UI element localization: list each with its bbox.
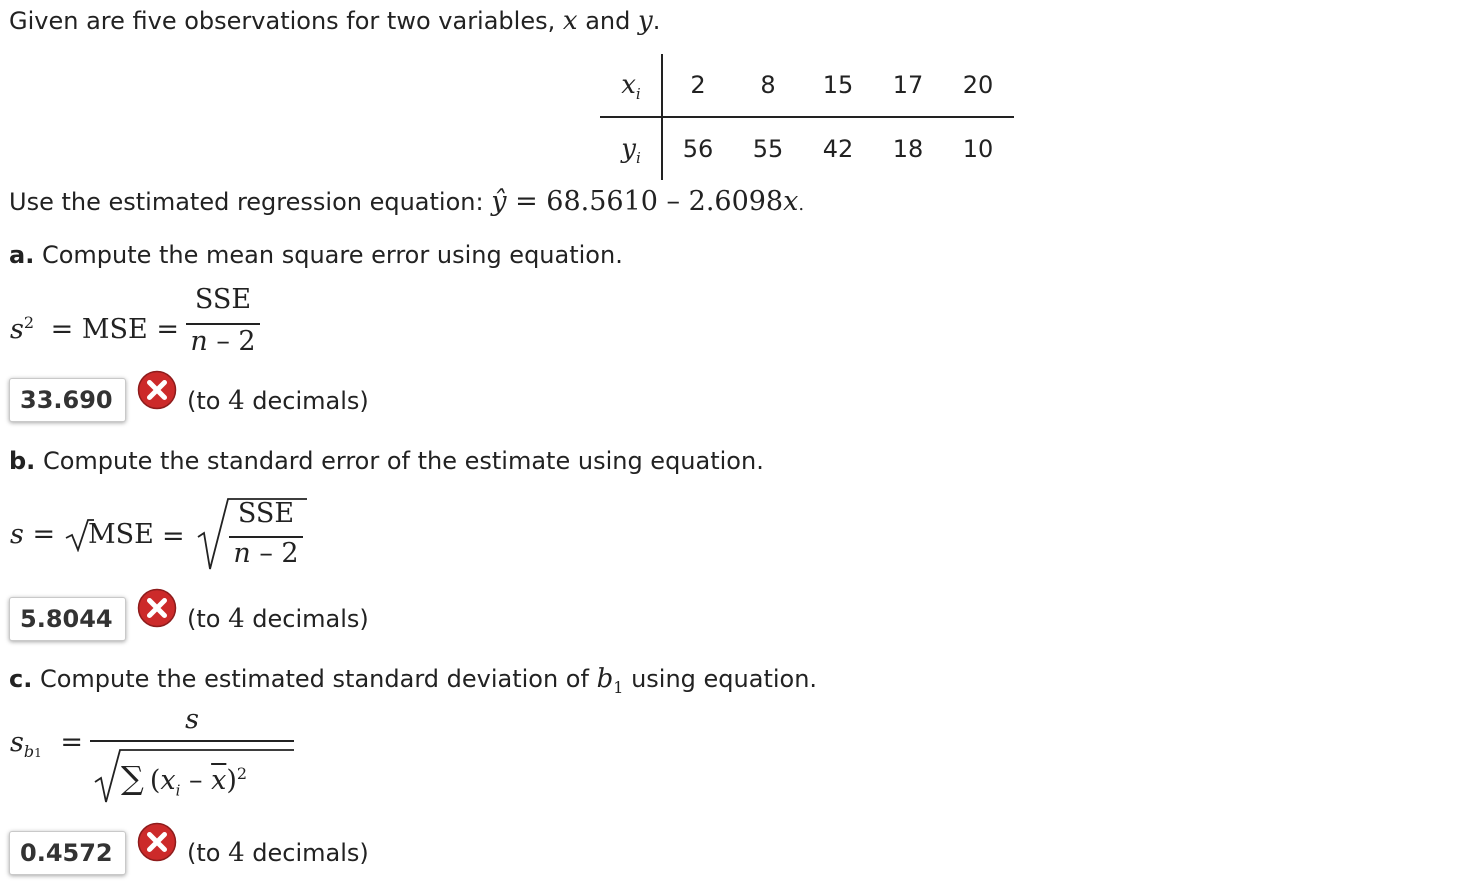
table-cell-x2: 8 [760,71,776,99]
table-cell-x3: 15 [822,71,854,99]
part-b-eq2: = [162,521,185,552]
table-cell-x4: 17 [892,71,924,99]
part-c-denominator: ∑ $(x_i - \overline{x})^2$ [121,759,248,800]
part-c-fraction-bar [90,740,294,742]
incorrect-x-icon [137,370,177,410]
table-cell-x1: 2 [690,71,706,99]
table-horizontal-rule [600,116,1014,118]
part-b-heading [9,446,764,476]
part-a-hint: (to 4 decimals) [187,386,369,416]
regression-equation: ŷ = 68.5610 – 2.6098x. [491,186,805,217]
incorrect-x-icon [137,588,177,628]
part-b-formula-lhs: s = [10,519,56,550]
part-b-hint: (to 4 decimals) [187,604,369,634]
part-a-fraction [184,284,262,364]
incorrect-x-icon [137,822,177,862]
part-a-denominator: n – 2 [190,326,256,357]
intro-line [9,6,660,36]
intro-text: Given are five observations for two variables, [9,7,556,35]
part-c-numerator: s [185,704,199,735]
intro-var-x: x [562,6,578,36]
table-row-label-y: $y_i$ [621,134,641,168]
part-b-mse: MSE [88,519,154,550]
regression-line [9,186,804,221]
part-c-hint: (to 4 decimals) [187,838,369,868]
table-cell-y5: 10 [962,135,994,163]
part-a-answer-input[interactable] [9,378,126,422]
part-b-numerator: SSE [237,498,295,529]
part-a-fraction-bar [186,323,260,325]
part-c-b: b [596,664,614,694]
table-cell-x5: 20 [962,71,994,99]
table-cell-y2: 55 [752,135,784,163]
part-a-letter: a. [9,241,35,269]
part-b-denominator: n – 2 [233,538,299,569]
part-a-text: Compute the mean square error using equation. [41,241,623,269]
table-cell-y4: 18 [892,135,924,163]
intro-and: and [585,7,631,35]
part-b-letter: b. [9,447,36,475]
intro-period: . [652,7,661,35]
part-c-b-sub: 1 [613,677,624,697]
part-b-fraction [227,496,305,576]
part-c-answer-input[interactable] [9,831,126,875]
part-c-letter: c. [9,665,33,693]
regression-prefix: Use the estimated regression equation: [9,188,484,216]
table-cell-y1: 56 [682,135,714,163]
part-b-answer-input[interactable] [9,597,126,641]
table-row-label-x: $x_i$ [621,70,641,104]
part-a-heading [9,240,623,270]
part-a-numerator: SSE [194,284,252,315]
observation-table [600,54,1014,180]
table-cell-y3: 42 [822,135,854,163]
part-a-formula-lhs: $s^2$ = MSE = [10,313,179,345]
part-c-heading [9,664,817,703]
part-c-formula-lhs: $s_{b1}$ = [10,727,83,762]
part-b-text: Compute the standard error of the estimate using equation. [42,447,764,475]
intro-var-y: y [637,6,653,36]
part-c-text-after: using equation. [631,665,818,693]
part-c-text-before: Compute the estimated standard deviation of [39,665,589,693]
